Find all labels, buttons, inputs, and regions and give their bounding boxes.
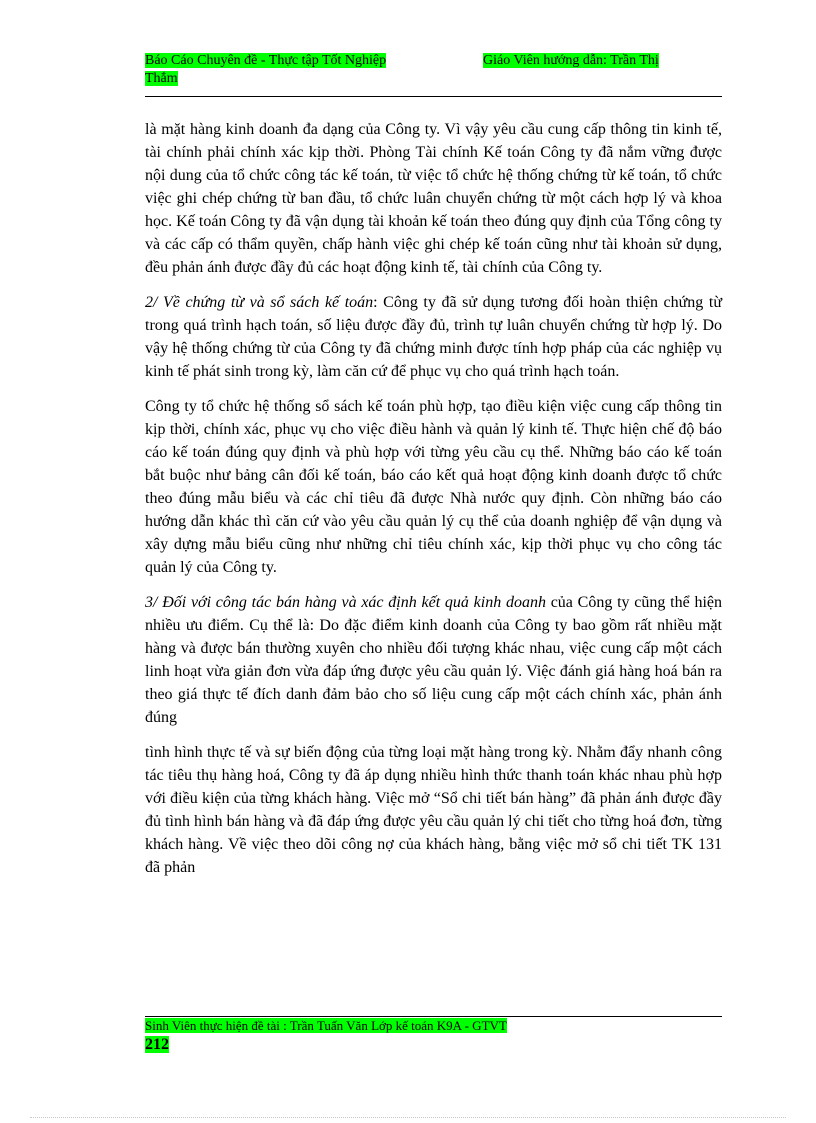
paragraph-4 xyxy=(145,591,722,729)
paragraph-2 xyxy=(145,291,722,383)
page-header xyxy=(145,52,722,88)
page-footer xyxy=(145,1018,722,1034)
section-2-heading: 2/ Về chứng từ và sổ sách kế toán xyxy=(145,294,374,311)
section-3-heading: 3/ Đối với công tác bán hàng và xác định kết quả kinh doanh xyxy=(145,594,546,611)
footer-divider xyxy=(145,1016,722,1017)
paragraph-4-text: của Công ty cũng thể hiện nhiều ưu điểm. Cụ thể là: Do đặc điểm kinh doanh của Công ty bao gồm rất nhiều mặt hàng và được bán thường xuyên cho nhiều đối tượng khác nhau, việc cung cấp một cách linh hoạt vừa giản đơn vừa đáp ứng được yêu cầu quản lý. Việc đánh giá hàng hoá bán ra theo giá thực tế đích danh đảm bảo cho số liệu cung cấp một cách chính xác, phản ánh đúng xyxy=(145,594,723,726)
page-bottom-edge xyxy=(30,1117,786,1118)
paragraph-3: Công ty tổ chức hệ thống sổ sách kế toán phù hợp, tạo điều kiện việc cung cấp thông tin kịp thời, chính xác, phục vụ cho việc điều hành và quản lý kinh tế. Thực hiện chế độ báo cáo kế toán đúng quy định và phù hợp với từng yêu cầu cụ thể. Những báo cáo kế toán bắt buộc như bảng cân đối kế toán, báo cáo kết quả hoạt động kinh doanh được tổ chức theo đúng mẫu biểu và các chỉ tiêu đã được Nhà nước quy định. Còn những báo cáo hướng dẫn khác thì căn cứ vào yêu cầu quản lý cụ thể của doanh nghiệp để vận dụng và xây dựng mẫu biểu cũng như những chỉ tiêu chính xác, kịp thời phục vụ cho công tác quản lý của Công ty. xyxy=(145,398,722,576)
header-divider xyxy=(145,96,722,97)
header-advisor-wrap xyxy=(483,52,659,70)
header-advisor-continued: Thắm xyxy=(145,71,178,86)
page-number: 212 xyxy=(145,1036,169,1053)
paragraph-1: là mặt hàng kinh doanh đa dạng của Công ty. Vì vậy yêu cầu cung cấp thông tin kinh tế, tài chính phải chính xác kịp thời. Phòng Tài chính Kế toán Công ty đã nắm vững được nội dung của tổ chức công tác kế toán, từ việc tổ chức hệ thống chứng từ kế toán, tổ chức việc ghi chép chứng từ ban đầu, tổ chức luân chuyển chứng từ một cách hợp lý và khoa học. Kế toán Công ty đã vận dụng tài khoản kế toán theo đúng quy định của Tổng công ty và các cấp có thẩm quyền, chấp hành việc ghi chép kế toán cũng như tài khoản sử dụng, đều phản ánh được đầy đủ các hoạt động kinh tế, tài chính của Công ty. xyxy=(145,121,722,276)
page-number-wrap xyxy=(145,1036,169,1054)
paragraph-5: tình hình thực tế và sự biến động của từng loại mặt hàng trong kỳ. Nhằm đẩy nhanh công tác tiêu thụ hàng hoá, Công ty đã áp dụng nhiều hình thức thanh toán khác nhau phù hợp với điều kiện của từng khách hàng. Việc mở “Sổ chi tiết bán hàng” đã phản ánh được đầy đủ tình hình bán hàng và đã đáp ứng được yêu cầu quản lý chi tiết cho từng hoá đơn, từng khách hàng. Về việc theo dõi công nợ của khách hàng, bằng việc mở sổ chi tiết TK 131 đã phản xyxy=(145,744,722,876)
header-advisor: Giáo Viên hướng dẫn: Trần Thị xyxy=(483,53,659,68)
footer-student-info: Sinh Viên thực hiện đề tài : Trần Tuấn Văn Lớp kế toán K9A - GTVT xyxy=(145,1018,507,1033)
paragraph-2-text: : Công ty đã sử dụng tương đối hoàn thiện chứng từ trong quá trình hạch toán, số liệu được đầy đủ, trình tự luân chuyển chứng từ hợp lý. Do vậy hệ thống chứng từ của Công ty đã chứng minh được tính hợp pháp của các nghiệp vụ kinh tế phát sinh trong kỳ, làm căn cứ để phục vụ cho quá trình hạch toán. xyxy=(145,294,722,380)
header-report-title: Báo Cáo Chuyên đề - Thực tập Tốt Nghiệp xyxy=(145,53,387,68)
document-body xyxy=(145,118,722,891)
